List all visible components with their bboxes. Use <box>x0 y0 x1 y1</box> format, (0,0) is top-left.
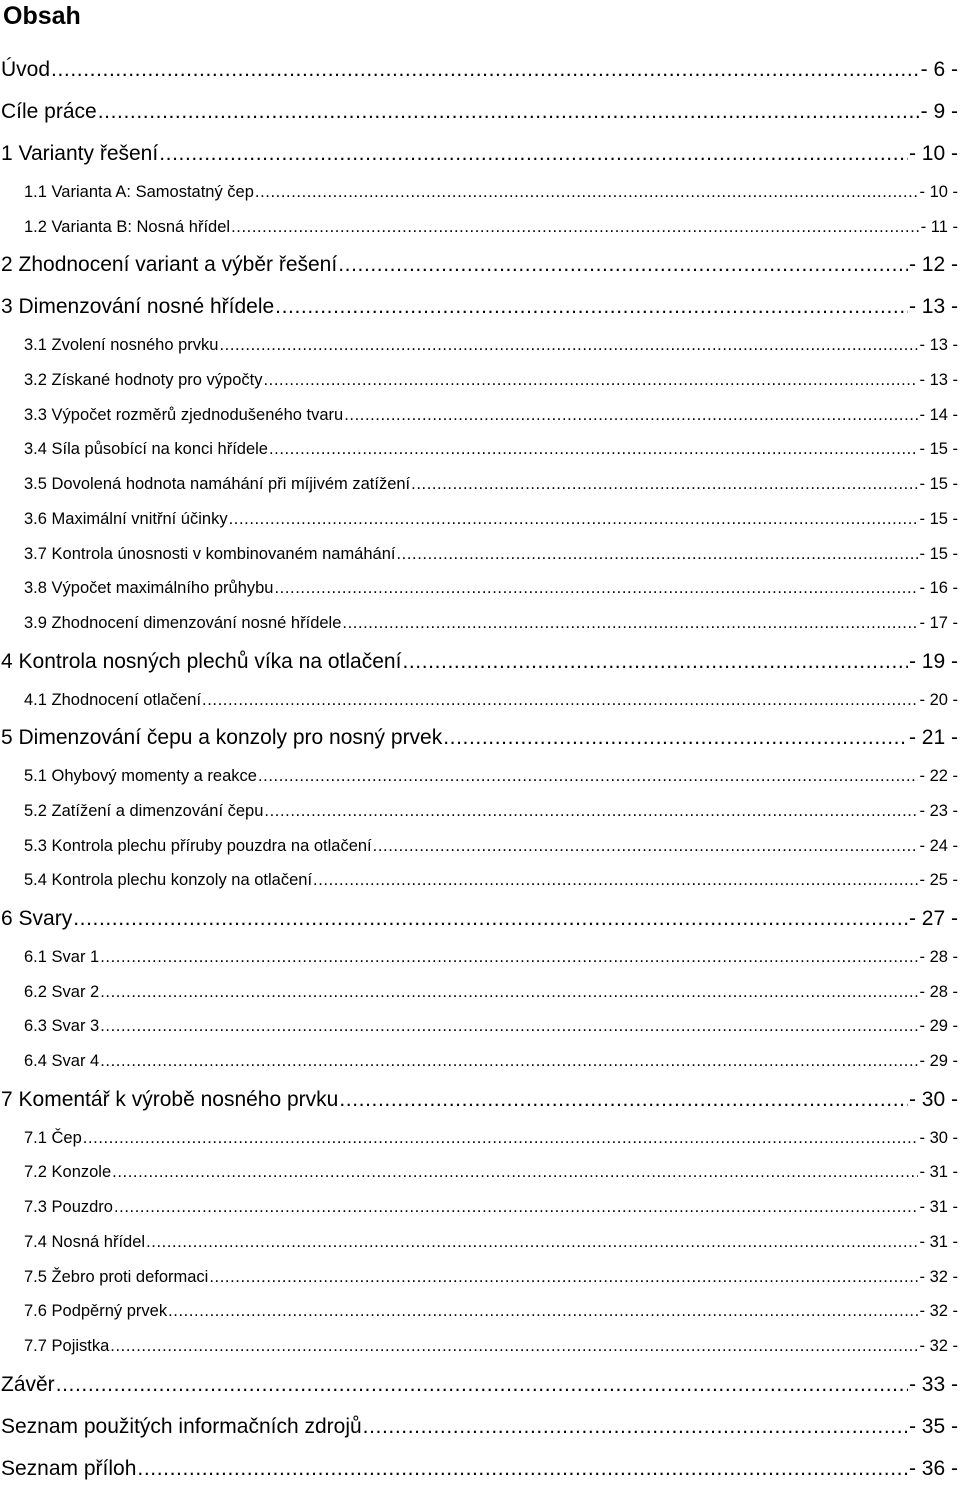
toc-leader-dots <box>402 641 908 683</box>
toc-entry-label: 3.9 Zhodnocení dimenzování nosné hřídele <box>24 613 342 632</box>
toc-leader-dots <box>56 1364 908 1406</box>
toc-entry-chapter[interactable] <box>0 717 960 759</box>
toc-entry-page-number: - 13 - <box>919 371 958 390</box>
toc-leader-dots <box>114 1190 919 1225</box>
toc-entry-label: 3.2 Získané hodnoty pro výpočty <box>24 371 263 390</box>
toc-leader-dots <box>100 1009 918 1044</box>
toc-entry-page-number: - 32 - <box>919 1336 958 1355</box>
toc-entry-page-number: - 15 - <box>919 544 958 563</box>
toc-leader-dots <box>258 759 919 794</box>
toc-leader-dots <box>168 1294 918 1329</box>
toc-entry-page-number: - 12 - <box>908 253 958 277</box>
toc-entry-label: 3.4 Síla působící na konci hřídele <box>24 440 268 459</box>
toc-entry-label: 6 Svary <box>1 907 73 930</box>
toc-leader-dots <box>112 1155 918 1190</box>
toc-leader-dots <box>255 175 919 210</box>
toc-entry-section[interactable] <box>0 829 960 864</box>
toc-entry-section[interactable] <box>0 398 960 433</box>
toc-leader-dots <box>342 606 918 641</box>
toc-entry-label: 7.7 Pojistka <box>24 1336 110 1355</box>
toc-leader-dots <box>98 91 920 133</box>
toc-entry-label: 4.1 Zhodnocení otlačení <box>24 690 202 709</box>
toc-entry-chapter[interactable] <box>0 133 960 175</box>
toc-entry-section[interactable] <box>0 175 960 210</box>
toc-entry-chapter[interactable] <box>0 1448 960 1490</box>
toc-entry-label: 6.2 Svar 2 <box>24 982 100 1001</box>
toc-leader-dots <box>264 794 918 829</box>
toc-leader-dots <box>110 1329 918 1364</box>
toc-entry-chapter[interactable] <box>0 641 960 683</box>
toc-entry-page-number: - 13 - <box>919 336 958 355</box>
toc-leader-dots <box>83 1121 919 1156</box>
toc-entry-label: 2 Zhodnocení variant a výběr řešení <box>1 253 338 277</box>
toc-entry-label: 3.5 Dovolená hodnota namáhání při míjivém zatížení <box>24 475 411 494</box>
toc-entry-section[interactable] <box>0 1155 960 1190</box>
toc-entry-page-number: - 24 - <box>919 836 958 855</box>
toc-entry-label: 3.8 Výpočet maximálního průhybu <box>24 579 274 598</box>
toc-entry-page-number: - 29 - <box>919 1052 958 1071</box>
toc-entry-section[interactable] <box>0 363 960 398</box>
toc-entry-page-number: - 13 - <box>908 295 958 319</box>
toc-leader-dots <box>209 1260 918 1295</box>
toc-leader-dots <box>202 683 918 718</box>
toc-entry-section[interactable] <box>0 1190 960 1225</box>
toc-entry-section[interactable] <box>0 1121 960 1156</box>
toc-leader-dots <box>411 467 918 502</box>
toc-entry-label: 6.4 Svar 4 <box>24 1052 100 1071</box>
toc-entry-section[interactable] <box>0 1260 960 1295</box>
toc-entry-page-number: - 28 - <box>919 948 958 966</box>
toc-entry-section[interactable] <box>0 683 960 718</box>
toc-leader-dots <box>443 717 908 759</box>
toc-entry-chapter[interactable] <box>0 1364 960 1406</box>
toc-entry-section[interactable] <box>0 537 960 572</box>
toc-entry-page-number: - 22 - <box>919 767 958 786</box>
toc-entry-page-number: - 15 - <box>919 475 958 494</box>
toc-entry-page-number: - 6 - <box>920 58 958 81</box>
toc-entry-label: 7.2 Konzole <box>24 1163 112 1182</box>
toc-entry-page-number: - 15 - <box>919 440 958 459</box>
toc-entry-page-number: - 27 - <box>908 907 958 930</box>
toc-leader-dots <box>100 975 918 1010</box>
toc-entry-page-number: - 31 - <box>919 1163 958 1182</box>
toc-entry-chapter[interactable] <box>0 244 960 286</box>
toc-entry-section[interactable] <box>0 328 960 363</box>
toc-entry-label: 5.4 Kontrola plechu konzoly na otlačení <box>24 871 313 890</box>
toc-entry-section[interactable] <box>0 1044 960 1079</box>
toc-leader-dots <box>313 863 918 898</box>
toc-entry-page-number: - 36 - <box>908 1456 958 1480</box>
toc-entry-page-number: - 31 - <box>919 1232 958 1251</box>
toc-entry-section[interactable] <box>0 794 960 829</box>
toc-leader-dots <box>396 537 918 572</box>
toc-entry-section[interactable] <box>0 759 960 794</box>
toc-entry-section[interactable] <box>0 467 960 502</box>
toc-entry-page-number: - 23 - <box>919 801 958 820</box>
toc-leader-dots <box>344 398 918 433</box>
toc-entry-section[interactable] <box>0 432 960 467</box>
toc-entry-label: 5 Dimenzování čepu a konzoly pro nosný prvek <box>1 726 443 750</box>
toc-entry-label: 5.3 Kontrola plechu příruby pouzdra na otlačení <box>24 836 372 855</box>
toc-leader-dots <box>100 1044 918 1079</box>
toc-entry-page-number: - 17 - <box>919 613 958 632</box>
toc-entry-page-number: - 14 - <box>919 405 958 424</box>
toc-entry-label: 7 Komentář k výrobě nosného prvku <box>1 1087 339 1111</box>
toc-leader-dots <box>363 1406 908 1448</box>
table-of-contents <box>0 49 960 1490</box>
toc-entry-label: Seznam příloh <box>1 1456 137 1480</box>
toc-leader-dots <box>51 49 920 91</box>
toc-leader-dots <box>231 210 920 245</box>
toc-entry-page-number: - 33 - <box>908 1372 958 1396</box>
toc-entry-page-number: - 29 - <box>919 1017 958 1036</box>
toc-leader-dots <box>275 286 908 328</box>
toc-entry-chapter[interactable] <box>0 1406 960 1448</box>
toc-entry-chapter[interactable] <box>0 91 960 133</box>
toc-entry-page-number: - 11 - <box>920 217 958 236</box>
toc-entry-label: 3.6 Maximální vnitřní účinky <box>24 509 228 528</box>
toc-entry-label: 6.1 Svar 1 <box>24 948 100 966</box>
toc-entry-label: 3 Dimenzování nosné hřídele <box>1 295 275 319</box>
toc-leader-dots <box>373 829 919 864</box>
toc-leader-dots <box>269 432 918 467</box>
toc-leader-dots <box>146 1225 918 1260</box>
toc-leader-dots <box>137 1448 908 1490</box>
toc-leader-dots <box>263 363 918 398</box>
toc-leader-dots <box>73 898 908 940</box>
toc-entry-page-number: - 20 - <box>919 690 958 709</box>
toc-entry-page-number: - 16 - <box>919 579 958 598</box>
toc-entry-page-number: - 28 - <box>919 982 958 1001</box>
toc-leader-dots <box>159 133 908 175</box>
toc-entry-label: Seznam použitých informačních zdrojů <box>1 1414 362 1438</box>
toc-leader-dots <box>339 1079 908 1121</box>
toc-entry-label: 3.3 Výpočet rozměrů zjednodušeného tvaru <box>24 405 344 424</box>
page-title: Obsah <box>3 2 81 30</box>
toc-entry-label: 5.2 Zatížení a dimenzování čepu <box>24 801 264 820</box>
toc-entry-section[interactable] <box>0 210 960 245</box>
toc-entry-chapter[interactable] <box>0 898 960 940</box>
toc-entry-label: 1.2 Varianta B: Nosná hřídel <box>24 217 231 236</box>
toc-entry-page-number: - 32 - <box>919 1267 958 1286</box>
toc-entry-page-number: - 32 - <box>919 1302 958 1321</box>
toc-leader-dots <box>274 571 918 606</box>
toc-entry-label: 7.1 Čep <box>24 1128 82 1147</box>
toc-entry-page-number: - 21 - <box>908 726 958 750</box>
toc-entry-section[interactable] <box>0 1329 960 1364</box>
toc-entry-section[interactable] <box>0 1294 960 1329</box>
toc-entry-section[interactable] <box>0 975 960 1010</box>
toc-entry-label: 4 Kontrola nosných plechů víka na otlačení <box>1 649 402 673</box>
toc-entry-chapter[interactable] <box>0 1079 960 1121</box>
toc-entry-label: Cíle práce <box>1 100 97 123</box>
toc-entry-label: Úvod <box>1 58 51 81</box>
toc-entry-label: 1.1 Varianta A: Samostatný čep <box>24 183 254 201</box>
toc-leader-dots <box>100 940 918 975</box>
toc-entry-page-number: - 25 - <box>919 871 958 890</box>
toc-entry-label: 7.6 Podpěrný prvek <box>24 1302 168 1321</box>
toc-entry-label: 3.7 Kontrola únosnosti v kombinovaném namáhání <box>24 544 396 563</box>
toc-entry-chapter[interactable] <box>0 286 960 328</box>
toc-entry-label: 7.4 Nosná hřídel <box>24 1232 146 1251</box>
toc-entry-label: 1 Varianty řešení <box>1 142 159 165</box>
toc-entry-label: 5.1 Ohybový momenty a reakce <box>24 767 257 786</box>
toc-entry-section[interactable] <box>0 940 960 975</box>
toc-entry-section[interactable] <box>0 502 960 537</box>
toc-leader-dots <box>338 244 908 286</box>
toc-entry-page-number: - 30 - <box>919 1128 958 1147</box>
toc-entry-page-number: - 15 - <box>919 509 958 528</box>
toc-entry-section[interactable] <box>0 571 960 606</box>
toc-entry-chapter[interactable] <box>0 49 960 91</box>
toc-entry-label: 3.1 Zvolení nosného prvku <box>24 336 219 355</box>
toc-leader-dots <box>219 328 918 363</box>
toc-entry-label: Závěr <box>1 1372 55 1396</box>
toc-entry-section[interactable] <box>0 863 960 898</box>
toc-leader-dots <box>229 502 919 537</box>
toc-entry-page-number: - 19 - <box>908 649 958 673</box>
toc-entry-page-number: - 9 - <box>920 100 958 123</box>
toc-entry-label: 6.3 Svar 3 <box>24 1017 100 1036</box>
toc-entry-page-number: - 10 - <box>919 183 958 201</box>
toc-entry-label: 7.3 Pouzdro <box>24 1198 113 1217</box>
toc-entry-section[interactable] <box>0 1009 960 1044</box>
toc-entry-page-number: - 35 - <box>908 1414 958 1438</box>
toc-entry-page-number: - 30 - <box>908 1087 958 1111</box>
toc-entry-section[interactable] <box>0 606 960 641</box>
toc-entry-page-number: - 31 - <box>919 1198 958 1217</box>
toc-entry-section[interactable] <box>0 1225 960 1260</box>
toc-entry-page-number: - 10 - <box>908 142 958 165</box>
toc-entry-label: 7.5 Žebro proti deformaci <box>24 1267 209 1286</box>
